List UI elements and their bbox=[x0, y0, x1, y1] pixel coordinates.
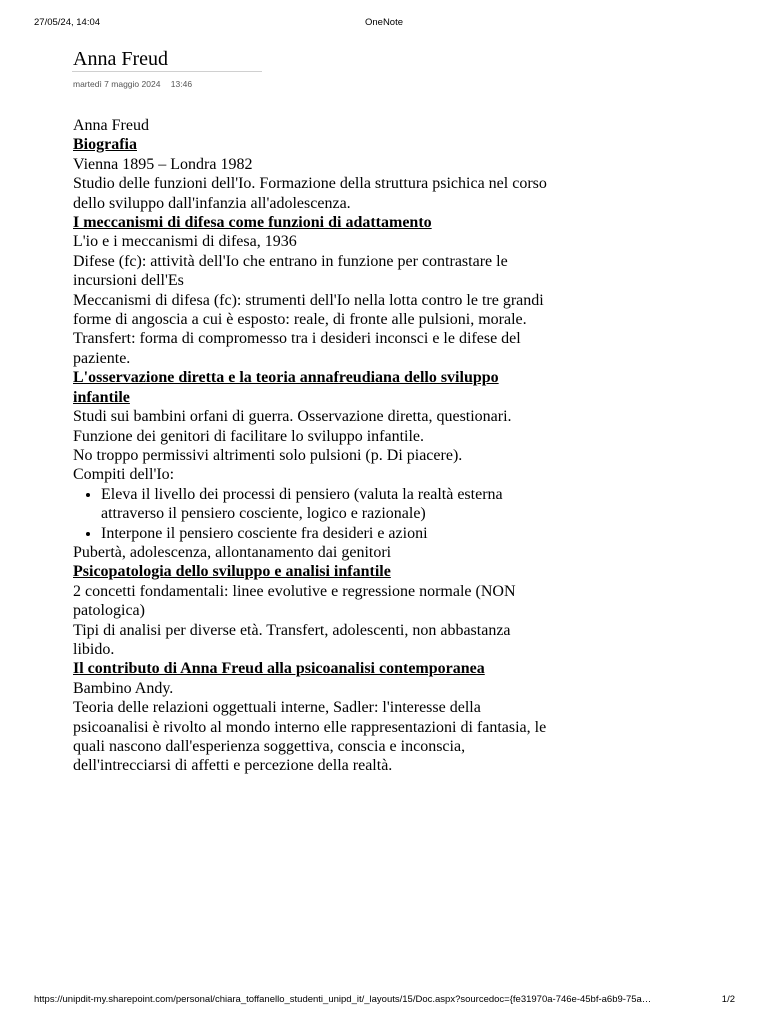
paragraph: L'io e i meccanismi di difesa, 1936 bbox=[73, 233, 297, 251]
paragraph: 2 concetti fondamentali: linee evolutive e regressione normale (NON patologica) bbox=[73, 582, 516, 620]
paragraph: Funzione dei genitori di facilitare lo sviluppo infantile. bbox=[73, 427, 425, 445]
section-heading: L'osservazione diretta e la teoria annafreudiana dello sviluppo infantile bbox=[73, 369, 499, 406]
print-app-name: OneNote bbox=[364, 17, 404, 28]
paragraph: Studio delle funzioni dell'Io. Formazione della struttura psichica nel corso dello sviluppo dall'infanzia all'adolescenza. bbox=[73, 175, 547, 212]
print-header bbox=[0, 17, 768, 31]
paragraph: Difese (fc): attività dell'Io che entrano in funzione per contrastare le incursioni dell'Es bbox=[73, 252, 508, 290]
print-footer bbox=[0, 994, 768, 1008]
paragraph: Pubertà, adolescenza, allontanamento dai genitori bbox=[73, 543, 392, 561]
page-metadata bbox=[73, 79, 192, 89]
print-url[interactable]: https://unipdit-my.sharepoint.com/personal/chiara_toffanello_studenti_unipd_it/_layouts/15/Doc.aspx?sourcedoc={fe31970a-746e-45bf-a6b9-75a… bbox=[34, 994, 652, 1005]
page-time: 13:46 bbox=[170, 79, 193, 89]
paragraph: Teoria delle relazioni oggettuali interne, Sadler: l'interesse della psicoanalisi è rivolto al mondo interno elle rappresentazioni di fantasia, le quali nascono dall'esperienza soggettiva, conscia e inconscia, dell'intrecciarsi di affetti e percezione della realtà. bbox=[73, 699, 547, 775]
paragraph: Bambino Andy. bbox=[73, 679, 174, 697]
bullet-list bbox=[73, 485, 553, 543]
print-datetime: 27/05/24, 14:04 bbox=[34, 17, 101, 28]
list-item: • Eleva il livello dei processi di pensiero (valuta la realtà esterna attraverso il pensiero cosciente, logico e razionale) bbox=[101, 485, 553, 524]
title-divider bbox=[72, 71, 262, 72]
paragraph: Anna Freud bbox=[73, 117, 149, 134]
paragraph: No troppo permissivi altrimenti solo pulsioni (p. Di piacere). bbox=[73, 446, 463, 464]
section-heading: I meccanismi di difesa come funzioni di adattamento bbox=[73, 214, 432, 232]
paragraph: Compiti dell'Io: bbox=[73, 466, 175, 484]
paragraph: Tipi di analisi per diverse età. Transfert, adolescenti, non abbastanza libido. bbox=[73, 621, 511, 658]
paragraph: Studi sui bambini orfani di guerra. Osservazione diretta, questionari. bbox=[73, 408, 512, 426]
paragraph: Vienna 1895 – Londra 1982 bbox=[73, 155, 253, 173]
section-heading: Psicopatologia dello sviluppo e analisi infantile bbox=[73, 563, 391, 581]
page-indicator: 1/2 bbox=[721, 994, 735, 1005]
list-item: • Interpone il pensiero cosciente fra desideri e azioni bbox=[101, 524, 553, 543]
note-body[interactable] bbox=[73, 116, 553, 776]
section-heading: Biografia bbox=[73, 136, 137, 154]
section-heading: Il contributo di Anna Freud alla psicoanalisi contemporanea bbox=[73, 660, 485, 678]
page-title[interactable]: Anna Freud bbox=[73, 48, 168, 70]
paragraph: Transfert: forma di compromesso tra i desideri inconsci e le difese del paziente. bbox=[73, 330, 521, 367]
paragraph: Meccanismi di difesa (fc): strumenti dell'Io nella lotta contro le tre grandi forme di angoscia a cui è esposto: reale, di fronte alle pulsioni, morale. bbox=[73, 291, 544, 329]
page-date: martedì 7 maggio 2024 bbox=[73, 79, 161, 89]
